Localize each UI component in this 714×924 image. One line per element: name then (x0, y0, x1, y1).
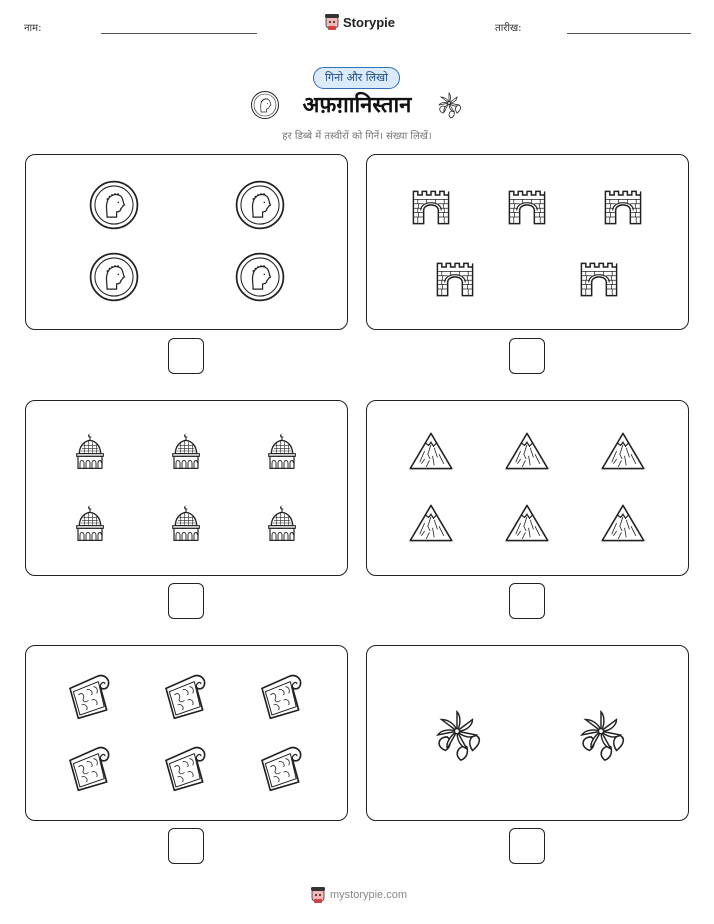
carpet-roll-icon (64, 670, 116, 720)
castle-gate-icon (409, 182, 453, 230)
mascot-icon (310, 886, 326, 904)
footer (310, 886, 407, 904)
answer-box-castles[interactable] (509, 338, 545, 374)
castle-gate-icon (505, 182, 549, 230)
mosque-icon (70, 425, 110, 477)
castle-gate-icon (601, 182, 645, 230)
mosque-icon (262, 497, 302, 549)
coin-icon (234, 179, 286, 231)
mascot-icon (324, 13, 340, 31)
date-field[interactable] (567, 33, 691, 34)
star-anise-icon (571, 706, 631, 764)
coin-icon (88, 251, 140, 303)
answer-box-coins[interactable] (168, 338, 204, 374)
mosque-icon (166, 497, 206, 549)
instruction-text: हर डिब्बे में तस्वीरों को गिनें। संख्या लिखें। (282, 131, 432, 142)
name-label: नाम: (24, 23, 42, 34)
activity-badge: गिनो और लिखो (313, 67, 400, 89)
date-label: तारीख: (495, 23, 522, 34)
answer-box-mosques[interactable] (168, 583, 204, 619)
footer-url[interactable]: mystorypie.com (330, 889, 408, 901)
count-panel-mosques (25, 400, 348, 576)
answer-box-carpets[interactable] (168, 828, 204, 864)
coin-icon (88, 179, 140, 231)
star-anise-icon (434, 90, 464, 120)
mountain-icon (501, 499, 553, 547)
carpet-roll-icon (160, 670, 212, 720)
mountain-icon (597, 427, 649, 475)
mountain-icon (405, 427, 457, 475)
count-panel-mountains (366, 400, 689, 576)
castle-gate-icon (577, 254, 621, 302)
name-field[interactable] (101, 33, 257, 34)
mountain-icon (501, 427, 553, 475)
answer-box-star-anise[interactable] (509, 828, 545, 864)
brand-logo (324, 13, 395, 31)
count-panel-castles (366, 154, 689, 330)
page-title: अफ़ग़ानिस्तान (302, 93, 412, 118)
brand-name: Storypie (343, 14, 396, 30)
mountain-icon (405, 499, 457, 547)
carpet-roll-icon (256, 742, 308, 792)
count-panel-star-anise (366, 645, 689, 821)
mountain-icon (597, 499, 649, 547)
star-anise-icon (427, 706, 487, 764)
mosque-icon (70, 497, 110, 549)
count-panel-carpets (25, 645, 348, 821)
castle-gate-icon (433, 254, 477, 302)
mosque-icon (166, 425, 206, 477)
count-panel-coins (25, 154, 348, 330)
coin-icon (234, 251, 286, 303)
carpet-roll-icon (160, 742, 212, 792)
carpet-roll-icon (64, 742, 116, 792)
carpet-roll-icon (256, 670, 308, 720)
title-row (0, 88, 714, 124)
answer-box-mountains[interactable] (509, 583, 545, 619)
mosque-icon (262, 425, 302, 477)
